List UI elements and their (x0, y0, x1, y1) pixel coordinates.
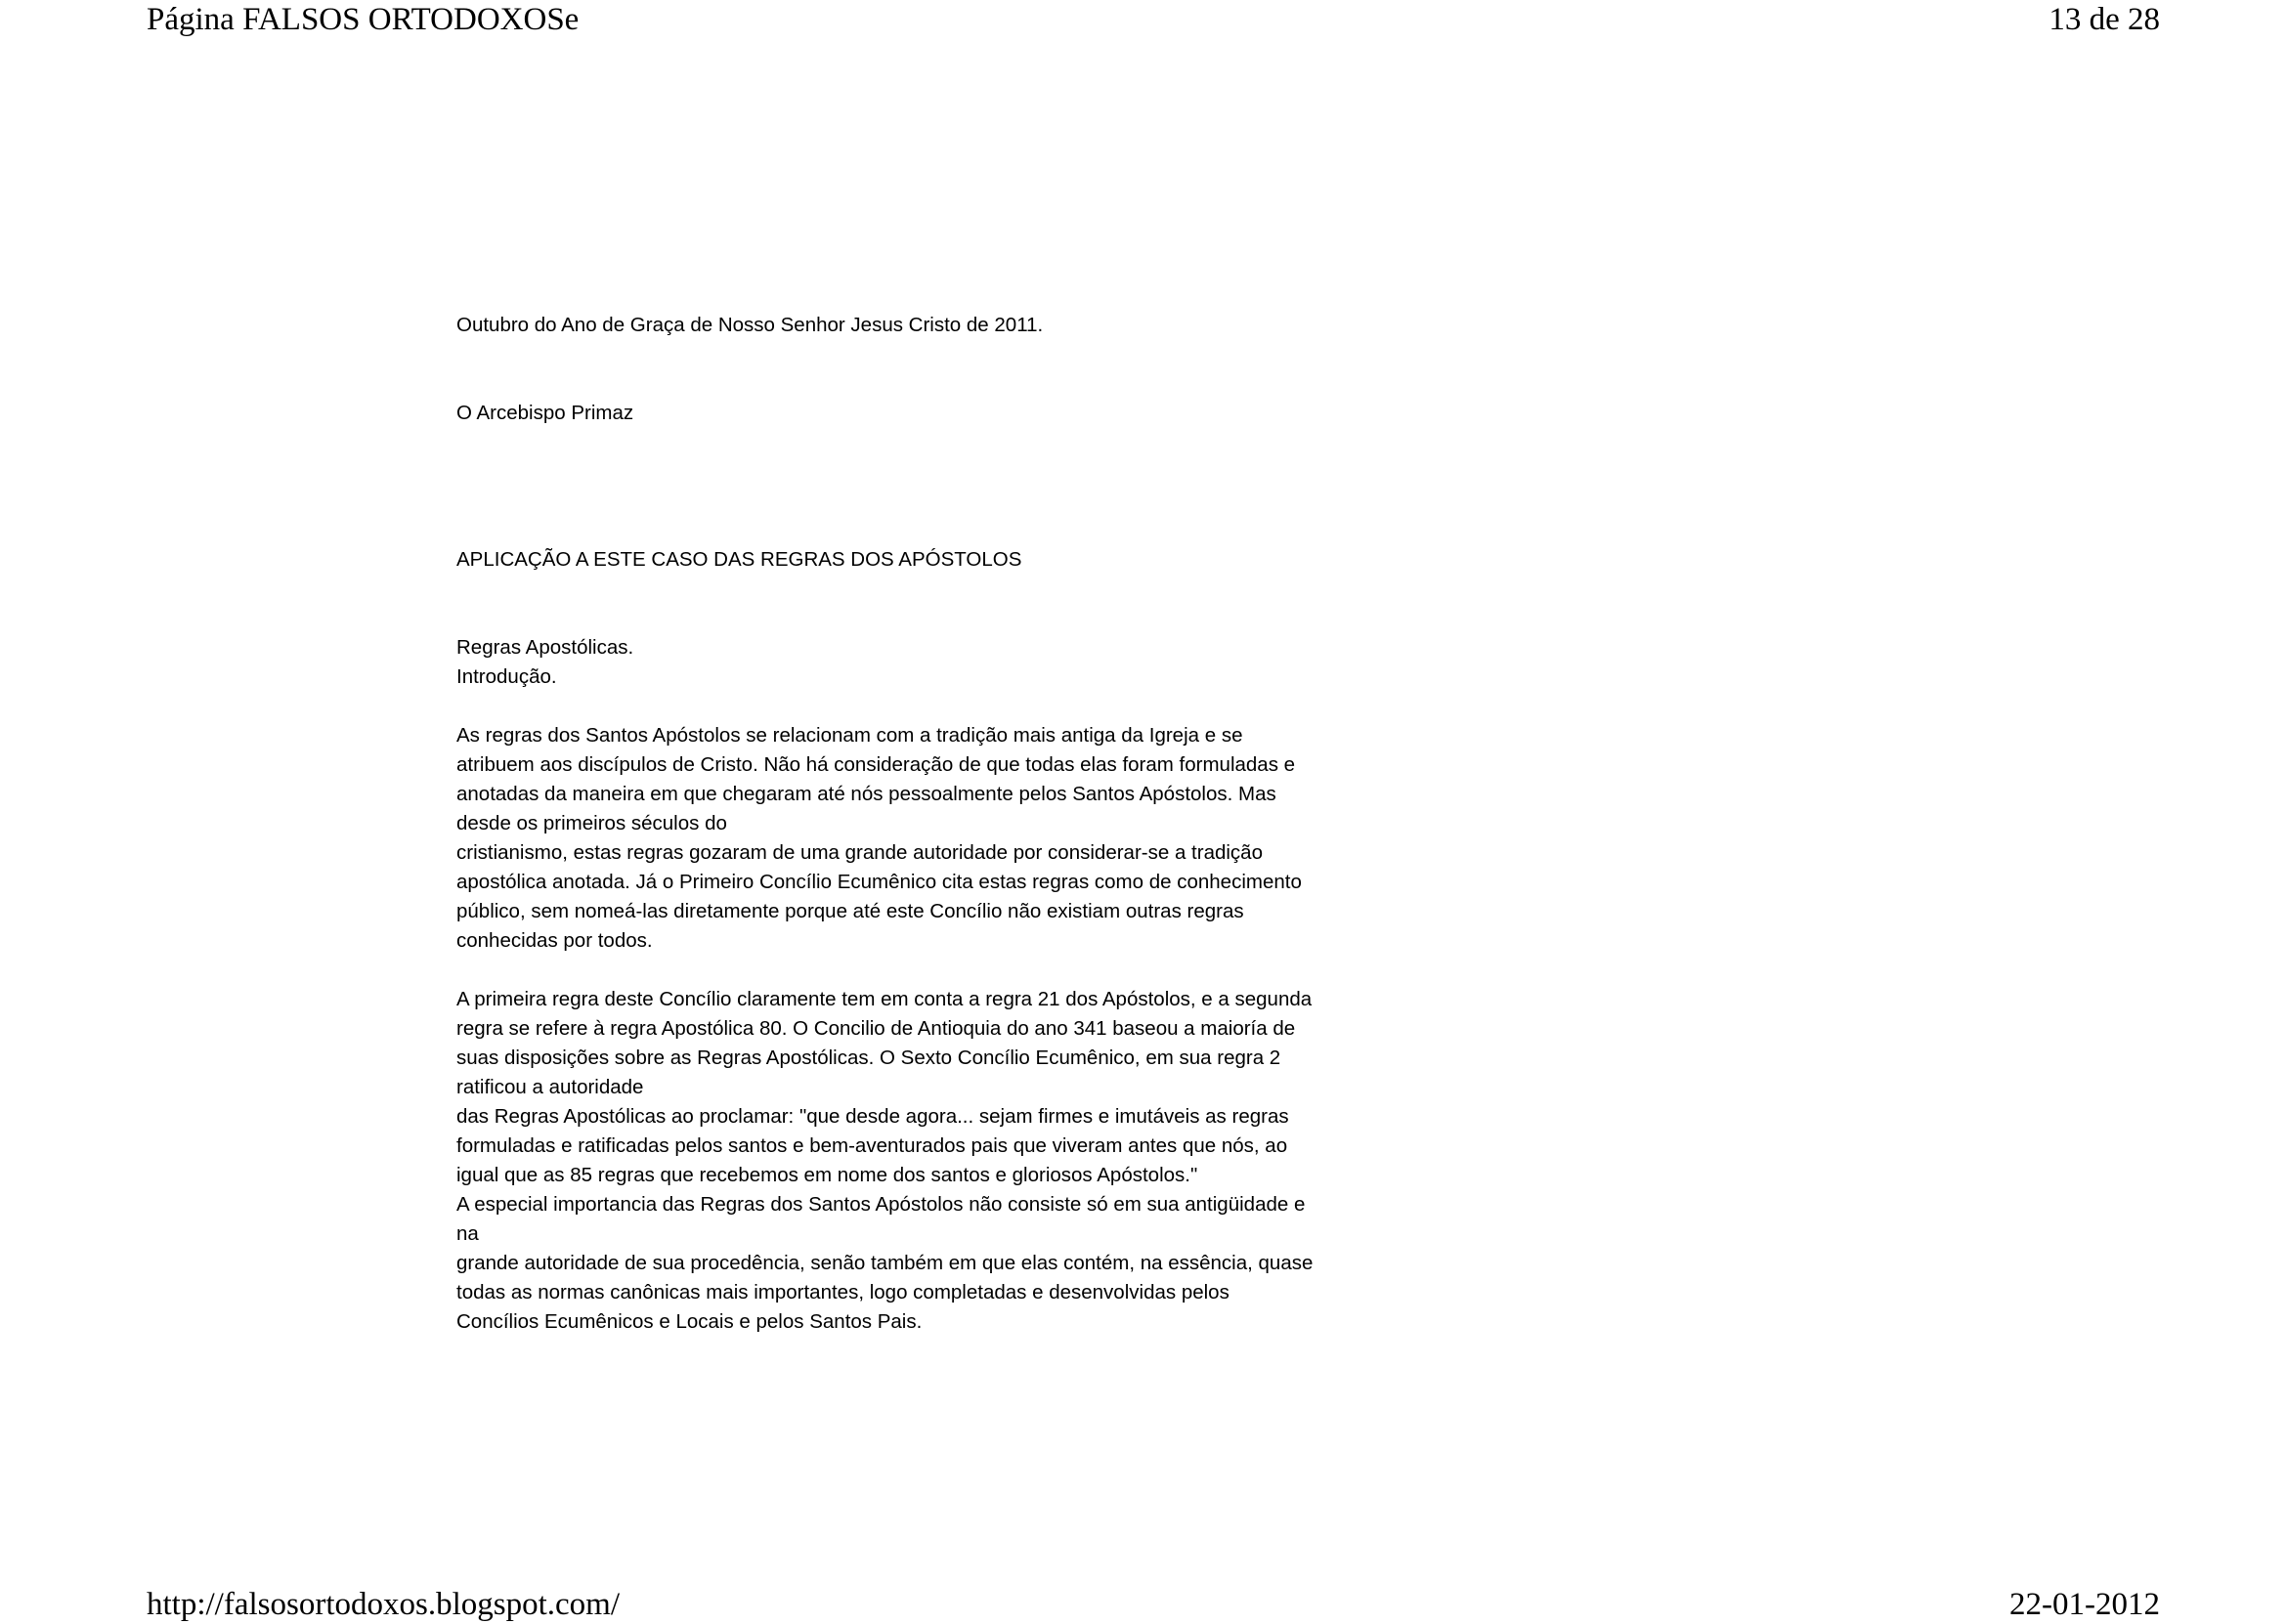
paragraph-line: das Regras Apostólicas ao proclamar: "que desde agora... sejam firmes e imutáveis as regras (456, 1105, 1289, 1128)
date-line: Outubro do Ano de Graça de Nosso Senhor Jesus Cristo de 2011. (456, 314, 1044, 336)
footer-date: 22-01-2012 (2009, 1587, 2160, 1622)
paragraph-line: ratificou a autoridade (456, 1076, 644, 1098)
paragraph-line: As regras dos Santos Apóstolos se relacionam com a tradição mais antiga da Igreja e se (456, 724, 1243, 747)
subtitle-line: Regras Apostólicas. (456, 636, 634, 659)
subtitle-line: Introdução. (456, 665, 557, 688)
paragraph-line: apostólica anotada. Já o Primeiro Concílio Ecumênico cita estas regras como de conhecimento (456, 871, 1302, 893)
paragraph-line: suas disposições sobre as Regras Apostólicas. O Sexto Concílio Ecumênico, em sua regra 2 (456, 1047, 1281, 1069)
page-header-title: Página FALSOS ORTODOXOSe (147, 2, 580, 37)
page-number: 13 de 28 (2049, 2, 2160, 37)
paragraph-line: grande autoridade de sua procedência, senão também em que elas contém, na essência, quase (456, 1252, 1314, 1274)
paragraph-line: atribuem aos discípulos de Cristo. Não há consideração de que todas elas foram formuladas e (456, 753, 1296, 776)
paragraph-line: A primeira regra deste Concílio claramente tem em conta a regra 21 dos Apóstolos, e a segunda (456, 988, 1313, 1010)
paragraph-line: regra se refere à regra Apostólica 80. O Concilio de Antioquia do ano 341 baseou a maioría de (456, 1017, 1296, 1040)
paragraph-line: público, sem nomeá-las diretamente porque até este Concílio não existiam outras regras (456, 900, 1244, 922)
footer-url: http://falsosortodoxos.blogspot.com/ (147, 1587, 620, 1622)
subtitle-block (456, 633, 1375, 692)
paragraph-line: desde os primeiros séculos do (456, 812, 727, 834)
paragraph-line: formuladas e ratificadas pelos santos e bem-aventurados pais que viveram antes que nós, ao (456, 1134, 1288, 1157)
section-heading: APLICAÇÃO A ESTE CASO DAS REGRAS DOS APÓSTOLOS (456, 548, 1022, 571)
paragraph-line: cristianismo, estas regras gozaram de uma grande autoridade por considerar-se a tradição (456, 841, 1263, 864)
paragraph-2 (456, 985, 1375, 1337)
paragraph-line: conhecidas por todos. (456, 929, 653, 952)
paragraph-line: anotadas da maneira em que chegaram até nós pessoalmente pelos Santos Apóstolos. Mas (456, 783, 1276, 805)
paragraph-line: igual que as 85 regras que recebemos em nome dos santos e gloriosos Apóstolos." (456, 1164, 1198, 1186)
paragraph-line: todas as normas canônicas mais importantes, logo completadas e desenvolvidas pelos (456, 1281, 1229, 1303)
paragraph-line: na (456, 1222, 479, 1245)
paragraph-line: A especial importancia das Regras dos Santos Apóstolos não consiste só em sua antigüidade e (456, 1193, 1306, 1216)
signature: O Arcebispo Primaz (456, 402, 634, 424)
paragraph-1 (456, 721, 1375, 956)
paragraph-line: Concílios Ecumênicos e Locais e pelos Santos Pais. (456, 1310, 923, 1333)
